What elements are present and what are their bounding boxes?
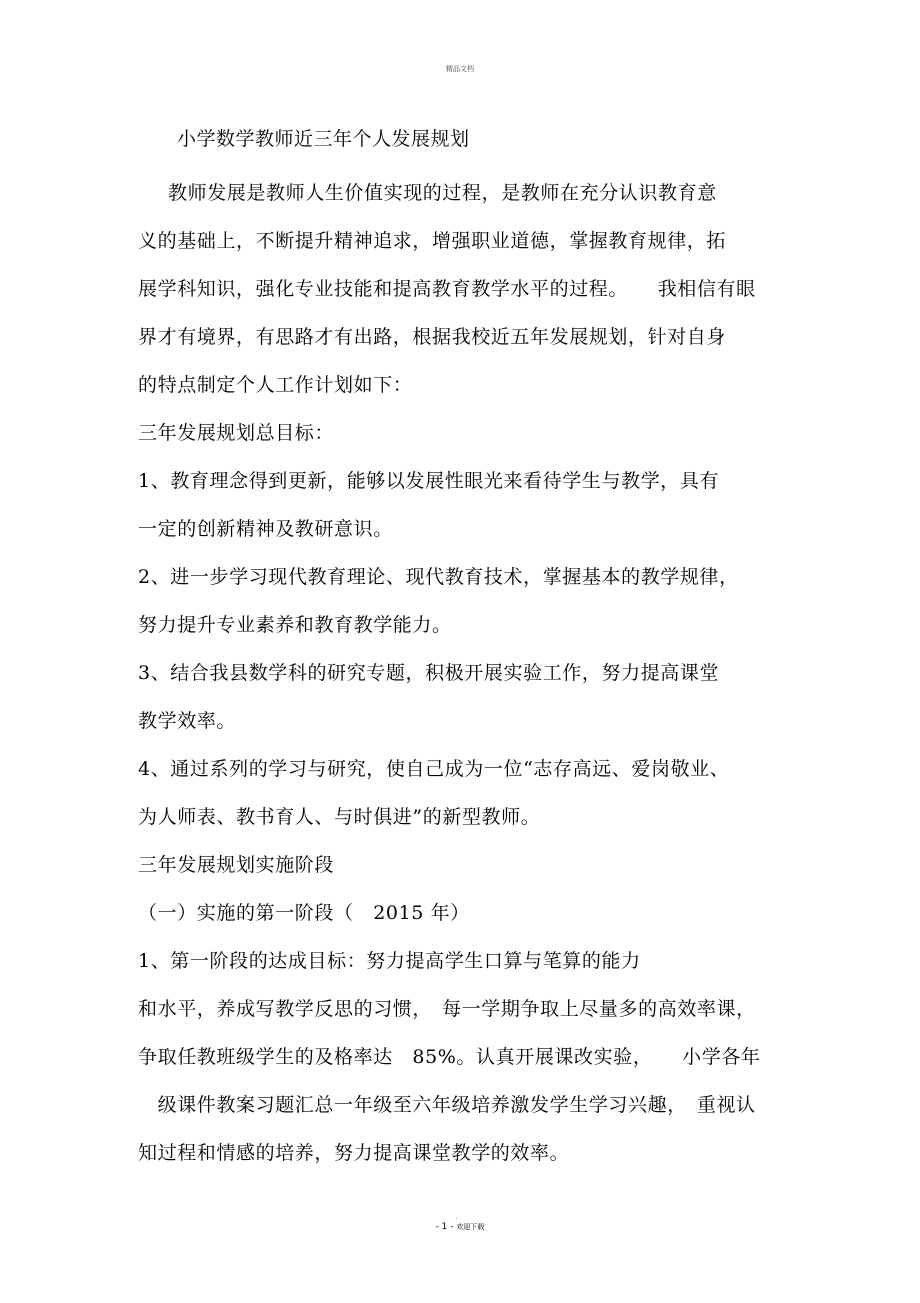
list-item: 2、进一步学习现代教育理论、现代教育技术，掌握基本的教学规律， <box>138 566 739 588</box>
page-header: 精品文档 <box>446 65 474 73</box>
list-item-continuation: 教学效率。 <box>138 710 237 732</box>
paragraph-line: 教师发展是教师人生价值实现的过程，是教师在充分认识教育意 <box>168 182 717 204</box>
document-title: 小学数学教师近三年个人发展规划 <box>177 128 470 150</box>
list-item-continuation: 努力提升专业素养和教育教学能力。 <box>138 614 452 636</box>
list-item-continuation: 知过程和情感的培养，努力提高课堂教学的效率。 <box>138 1142 570 1164</box>
paragraph-line: 义的基础上，不断提升精神追求，增强职业道德，掌握教育规律，拓 <box>138 230 727 252</box>
list-item-continuation: 为人师表、教书育人、与时俱进”的新型教师。 <box>138 806 541 828</box>
list-item: 1、第一阶段的达成目标：努力提高学生口算与笔算的能力 <box>138 950 641 972</box>
paragraph-line: 的特点制定个人工作计划如下： <box>138 374 413 396</box>
list-item: 3、结合我县数学科的研究专题，积极开展实验工作，努力提高课堂 <box>138 662 720 684</box>
section-heading: 三年发展规划总目标： <box>138 422 335 444</box>
paragraph-line: 展学科知识，强化专业技能和提高教育教学水平的过程。 我相信有眼 <box>138 278 756 300</box>
list-item-continuation: 争取任教班级学生的及格率达 85%。认真开展课改实验， 小学各年 <box>138 1046 761 1068</box>
list-item: 1、教育理念得到更新，能够以发展性眼光来看待学生与教学，具有 <box>138 470 720 492</box>
subsection-heading: （一）实施的第一阶段（ 2015 年） <box>138 902 470 924</box>
list-item-continuation: 一定的创新精神及教研意识。 <box>138 518 393 540</box>
page-footer <box>0 1222 920 1232</box>
paragraph-line: 界才有境界，有思路才有出路，根据我校近五年发展规划，针对自身 <box>138 326 727 348</box>
list-item-continuation: 级课件教案习题汇总一年级至六年级培养激发学生学习兴趣， 重视认 <box>138 1094 756 1116</box>
list-item-continuation: 和水平，养成写教学反思的习惯， 每一学期争取上尽量多的高效率课， <box>138 998 756 1020</box>
list-item: 4、通过系列的学习与研究，使自己成为一位“志存高远、爱岗敬业、 <box>138 758 730 780</box>
page-number: - 1 - <box>435 1222 454 1232</box>
footer-dot: . <box>456 1214 458 1221</box>
section-heading: 三年发展规划实施阶段 <box>138 854 335 876</box>
footer-note: 欢迎下载 <box>456 1223 485 1231</box>
